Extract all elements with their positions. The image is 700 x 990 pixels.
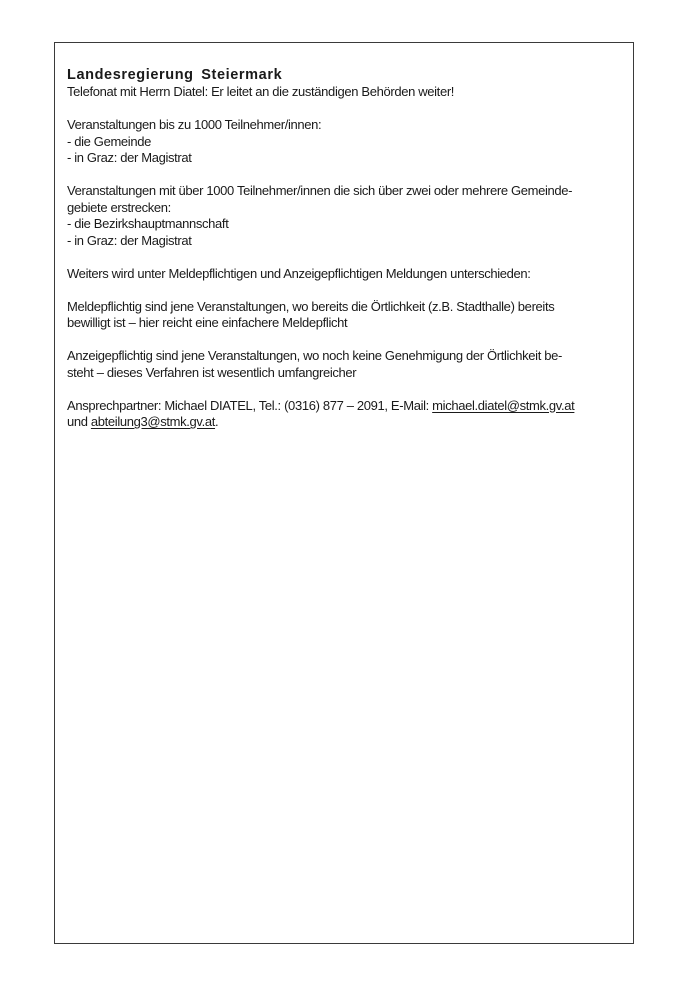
email-link-abteilung3[interactable]: abteilung3@stmk.gv.at (90, 414, 216, 429)
section-small-title: Veranstaltungen bis zu 1000 Teilnehmer/innen: (67, 117, 322, 132)
distinction-paragraph (67, 266, 633, 283)
meldepflichtig-line2: bewilligt ist – hier reicht eine einfachere Meldepflicht (67, 315, 348, 330)
list-item: - die Gemeinde (67, 133, 151, 149)
contact-paragraph (67, 398, 633, 431)
section-large-title-line2: gebiete erstrecken: (67, 199, 171, 215)
intro-text: Telefonat mit Herrn Diatel: Er leitet an die zuständigen Behörden weiter! (67, 84, 455, 99)
distinction-text: Weiters wird unter Meldepflichtigen und Anzeigepflichtigen Meldungen unterschieden: (67, 265, 531, 281)
meldepflichtig-line1: Meldepflichtig sind jene Veranstaltungen, wo bereits die Örtlichkeit (z.B. Stadthalle) bereits (67, 298, 555, 314)
section-small-events (67, 117, 633, 167)
contact-suffix: . (215, 414, 219, 429)
section-large-events (67, 183, 633, 249)
document-body (67, 66, 633, 431)
document-heading: Landesregierung Steiermark (67, 67, 283, 83)
list-item: - in Graz: der Magistrat (67, 232, 192, 248)
contact-conjunction: und (67, 414, 91, 429)
email-link-diatel[interactable]: michael.diatel@stmk.gv.at (432, 397, 575, 413)
meldepflichtig-paragraph (67, 299, 633, 332)
anzeigepflichtig-paragraph (67, 348, 633, 381)
list-item: - die Bezirkshauptmannschaft (67, 216, 229, 231)
contact-line1 (67, 398, 633, 415)
list-item: - in Graz: der Magistrat (67, 150, 192, 165)
header-block (67, 66, 633, 101)
contact-line2 (67, 414, 633, 431)
section-large-title-line1: Veranstaltungen mit über 1000 Teilnehmer/innen die sich über zwei oder mehrere Gemeinde- (67, 183, 573, 198)
contact-prefix: Ansprechpartner: Michael DIATEL, Tel.: (0316) 877 – 2091, E-Mail: (67, 397, 433, 413)
anzeigepflichtig-line1: Anzeigepflichtig sind jene Veranstaltungen, wo noch keine Genehmigung der Örtlichkeit be- (67, 348, 562, 363)
anzeigepflichtig-line2: steht – dieses Verfahren ist wesentlich umfangreicher (67, 364, 357, 380)
